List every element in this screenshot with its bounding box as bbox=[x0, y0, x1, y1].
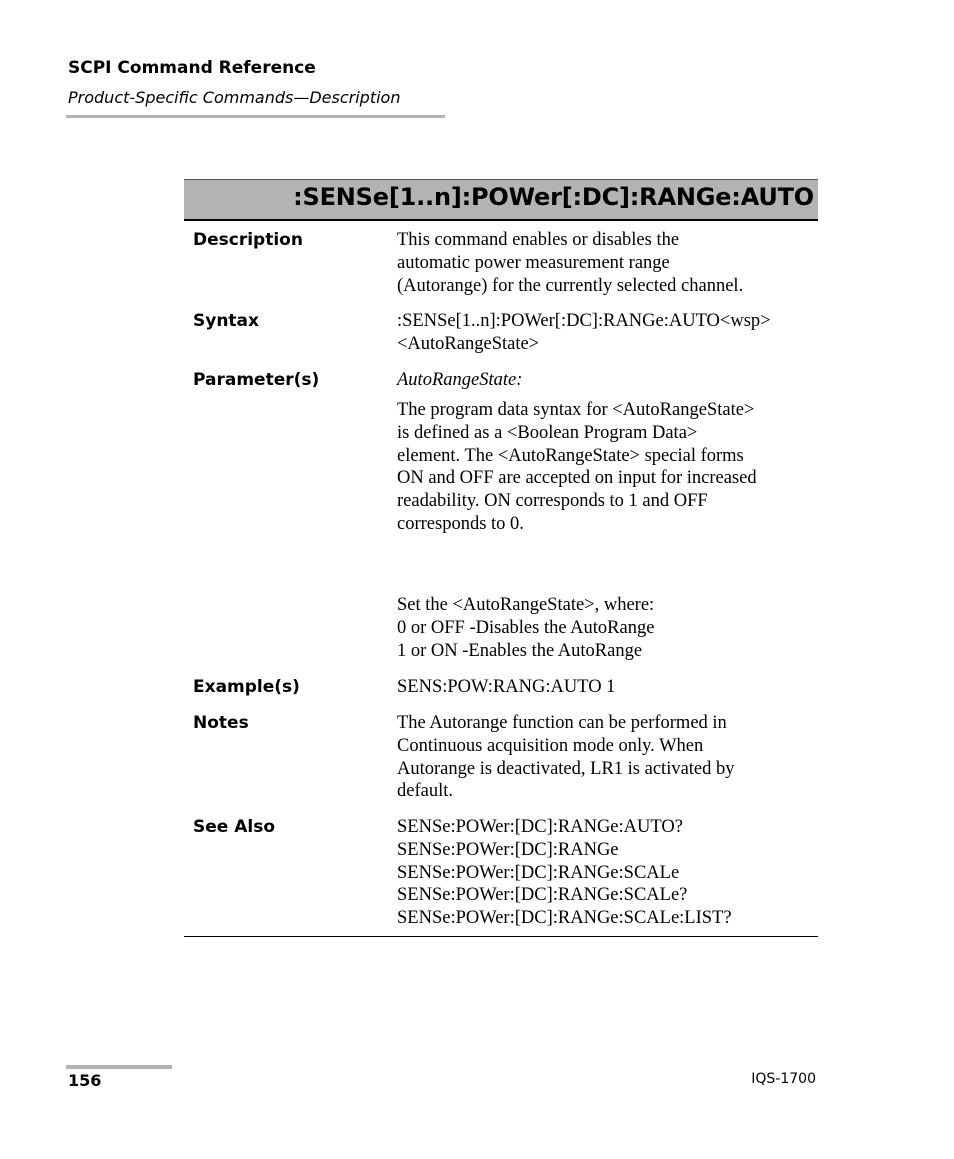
examples-label: Example(s) bbox=[193, 677, 300, 697]
see-also-list bbox=[397, 816, 817, 930]
parameter-name: AutoRangeState: bbox=[397, 370, 523, 390]
see-also-item: SENSe:POWer:[DC]:RANGe:SCALe bbox=[397, 862, 680, 883]
product-name: IQS-1700 bbox=[751, 1071, 816, 1087]
see-also-item: SENSe:POWer:[DC]:RANGe:AUTO? bbox=[397, 817, 683, 837]
parameter-line: readability. ON corresponds to 1 and OFF bbox=[397, 491, 708, 512]
see-also-item: SENSe:POWer:[DC]:RANGe:SCALe:LIST? bbox=[397, 908, 732, 929]
notes-text bbox=[397, 712, 817, 803]
description-text bbox=[397, 229, 817, 297]
syntax-label: Syntax bbox=[193, 311, 259, 331]
notes-line: Autorange is deactivated, LR1 is activated by bbox=[397, 758, 735, 779]
parameter-values bbox=[397, 594, 817, 662]
notes-label: Notes bbox=[193, 713, 249, 733]
see-also-item: SENSe:POWer:[DC]:RANGe:SCALe? bbox=[397, 885, 688, 906]
page-number: 156 bbox=[68, 1071, 102, 1090]
running-header-title: SCPI Command Reference bbox=[68, 58, 316, 78]
parameters-label: Parameter(s) bbox=[193, 370, 320, 390]
examples-text bbox=[397, 676, 817, 699]
description-line: automatic power measurement range bbox=[397, 252, 670, 273]
parameter-line: corresponds to 0. bbox=[397, 513, 524, 534]
parameter-value-line: 1 or ON -Enables the AutoRange bbox=[397, 640, 643, 661]
header-rule bbox=[66, 115, 445, 118]
notes-line: Continuous acquisition mode only. When bbox=[397, 735, 704, 756]
parameter-description bbox=[397, 399, 817, 536]
running-header-subtitle: Product-Specific Commands—Description bbox=[68, 88, 401, 107]
parameter-value-line: Set the <AutoRangeState>, where: bbox=[397, 595, 655, 615]
see-also-label: See Also bbox=[193, 817, 276, 837]
parameter-line: element. The <AutoRangeState> special forms bbox=[397, 445, 744, 466]
parameter-line: ON and OFF are accepted on input for increased bbox=[397, 468, 757, 489]
syntax-text bbox=[397, 310, 817, 356]
see-also-item: SENSe:POWer:[DC]:RANGe bbox=[397, 839, 619, 860]
parameter-line: The program data syntax for <AutoRangeState> bbox=[397, 400, 755, 420]
table-bottom-rule bbox=[184, 936, 818, 937]
footer-rule bbox=[66, 1065, 172, 1069]
notes-line: default. bbox=[397, 781, 453, 802]
description-line: This command enables or disables the bbox=[397, 230, 680, 250]
example-line: SENS:POW:RANG:AUTO 1 bbox=[397, 677, 616, 697]
description-line: (Autorange) for the currently selected channel. bbox=[397, 275, 744, 296]
description-label: Description bbox=[193, 230, 303, 250]
command-title: :SENSe[1..n]:POWer[:DC]:RANGe:AUTO bbox=[293, 183, 814, 211]
syntax-line: <AutoRangeState> bbox=[397, 333, 540, 354]
parameter-line: is defined as a <Boolean Program Data> bbox=[397, 422, 698, 443]
parameter-value-line: 0 or OFF -Disables the AutoRange bbox=[397, 617, 655, 638]
command-title-bar bbox=[184, 179, 818, 221]
syntax-line: :SENSe[1..n]:POWer[:DC]:RANGe:AUTO<wsp> bbox=[397, 311, 771, 331]
notes-line: The Autorange function can be performed in bbox=[397, 713, 727, 733]
